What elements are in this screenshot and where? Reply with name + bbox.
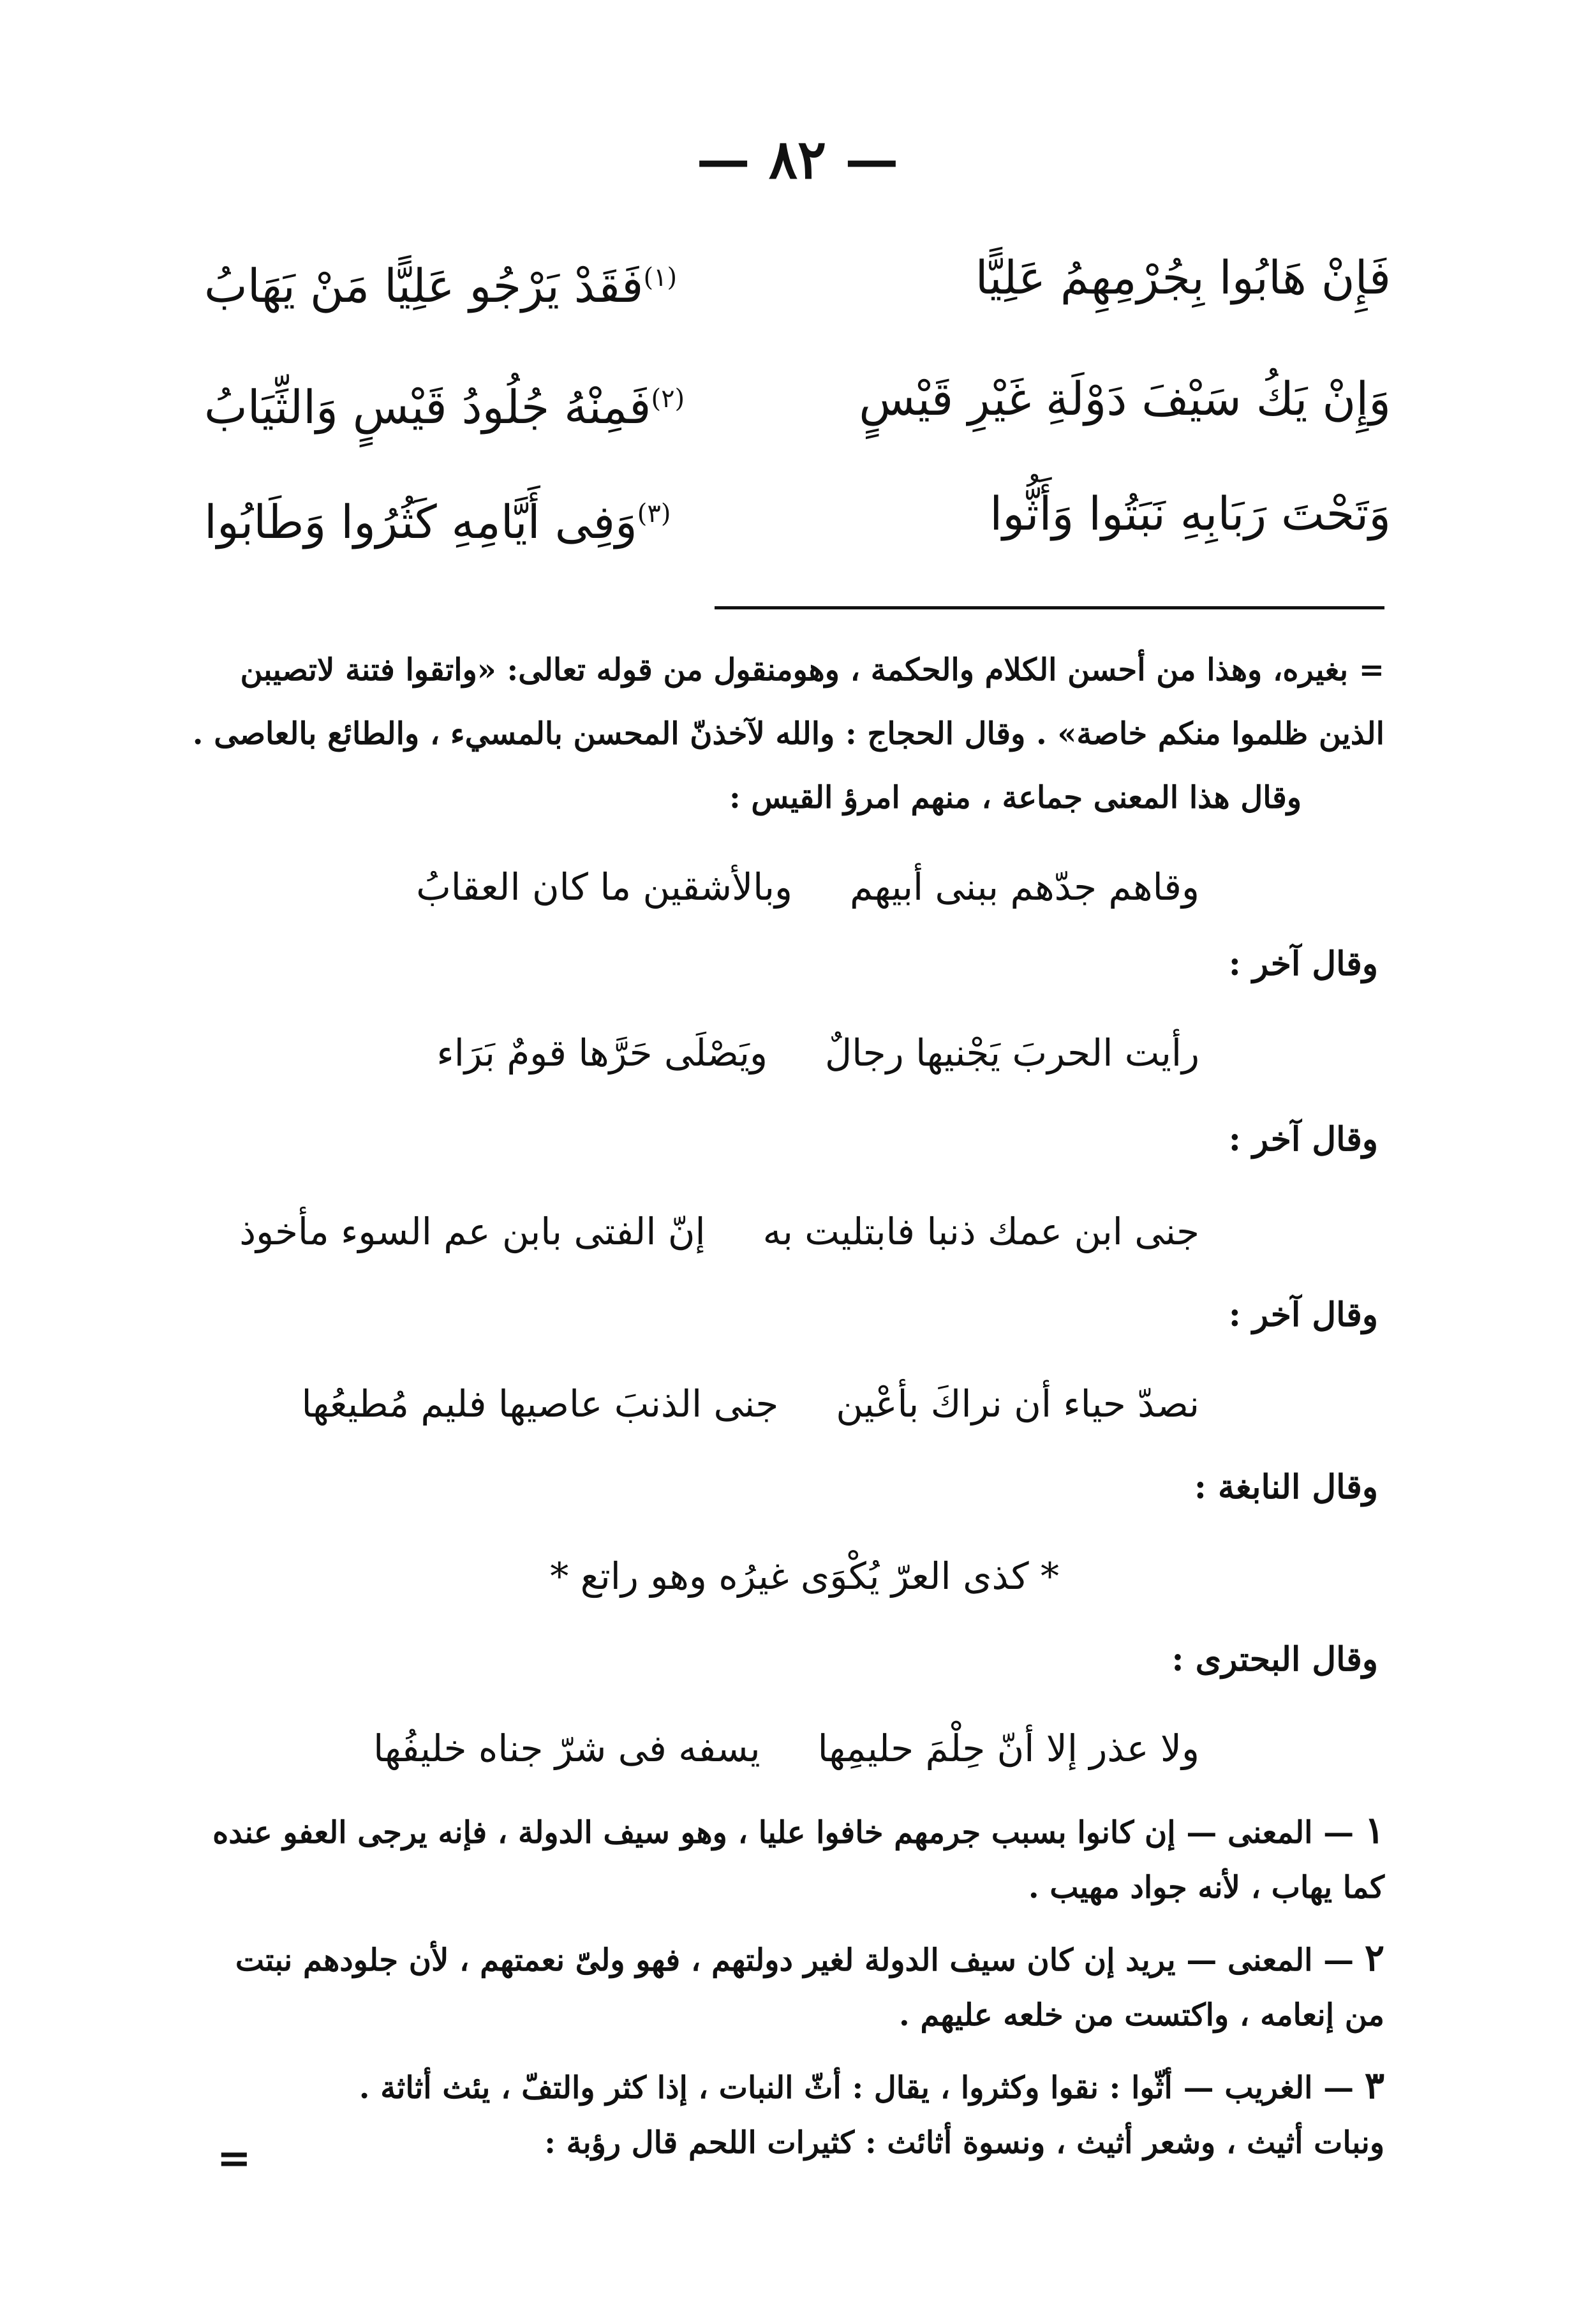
- quoted-verse: [373, 1717, 1199, 1780]
- quoted-hemistich-first: نصدّ حياء أن نراكَ بأعْين: [836, 1382, 1199, 1426]
- poem-line-2: [204, 357, 1391, 440]
- quoted-hemistich-second: يسفه فى شرّ جناه خليفُها: [373, 1727, 760, 1770]
- quoted-verse: [239, 1200, 1199, 1263]
- section-divider: [715, 606, 1384, 609]
- continuation-mark: =: [217, 2134, 251, 2182]
- footnote-text: — المعنى — إن كانوا بسبب جرمهم خافوا عليا ، وهو سيف الدولة ، فإنه يرجى العفو عنده: [212, 1815, 1354, 1851]
- quoted-verse-single: * كذى العرّ يُكْوَى غيرُه وهو راتع *: [550, 1554, 1059, 1598]
- poem-hemistich-first: وَإِنْ يَكُ سَيْفَ دَوْلَةِ غَيْرِ قَيْسٍ: [859, 372, 1391, 426]
- quoted-hemistich-first: جنى ابن عمك ذنبا فابتليت به: [762, 1210, 1199, 1253]
- attribution-label: وقال النابغة :: [1194, 1468, 1378, 1507]
- quoted-hemistich-second: إنّ الفتى بابن عم السوء مأخوذ: [239, 1210, 706, 1253]
- footnote-text: من إنعامه ، واكتست من خلعه عليهم .: [899, 1997, 1384, 2033]
- footnote-ref: (١): [643, 263, 678, 292]
- page-number: — ٨٢ —: [696, 128, 899, 191]
- poem-hemistich-second: $^{(٣)}$وَفِى أَيَّامِهِ كَثُرُوا وَطَابُوا: [204, 495, 671, 549]
- attribution-label: وقال آخر :: [1228, 944, 1378, 983]
- quoted-hemistich-first: ولا عذر إلا أنّ حِلْمَ حليمِها: [817, 1727, 1199, 1770]
- footnote-text: — المعنى — يريد إن كان سيف الدولة لغير دولتهم ، فهو ولىّ نعمتهم ، لأن جلودهم نبتت: [235, 1942, 1354, 1978]
- poem-hemistich-first: وَتَحْتَ رَبَابِهِ نَبَتُوا وَأَثُّوا: [990, 487, 1391, 540]
- quoted-hemistich-second: جنى الذنبَ عاصيها فليم مُطيعُها: [301, 1382, 779, 1426]
- quoted-hemistich-second: وبالأشقين ما كان العقابُ: [416, 865, 793, 909]
- footnote-2: [235, 1933, 1384, 1985]
- attribution-label: وقال البحترى :: [1171, 1640, 1378, 1679]
- quoted-hemistich-first: رأيت الحربَ يَجْنيها رجالٌ: [824, 1031, 1199, 1075]
- quoted-verse: [436, 1021, 1199, 1085]
- footnote-number: ١: [1364, 1808, 1384, 1852]
- footnote-ref: (٣): [637, 499, 671, 528]
- quoted-verse: [416, 855, 1199, 919]
- poem-line-1: [204, 236, 1391, 319]
- poem-hemistich-second: $^{(١)}$فَقَدْ يَرْجُو عَلِيًّا مَنْ يَهَابُ: [204, 259, 678, 313]
- footnote-text: — الغريب — أثّوا : نقوا وكثروا ، يقال : أثّ النبات ، إذا كثر والتفّ ، يئث أثاثة .: [359, 2070, 1354, 2106]
- footnote-number: ٣: [1364, 2064, 1384, 2107]
- attribution-label: وقال آخر :: [1228, 1295, 1378, 1334]
- footnote-text: ونبات أثيث ، وشعر أثيث ، ونسوة أثائث : كثيرات اللحم قال رؤبة :: [544, 2125, 1384, 2161]
- footnote-1: [212, 1806, 1384, 1857]
- commentary-line: = بغيره، وهذا من أحسن الكلام والحكمة ، وهومنقول من قوله تعالى: «واتقوا فتنة لاتصيبن: [240, 652, 1384, 688]
- poem-hemistich-first: فَإِنْ هَابُوا بِجُرْمِهِمُ عَلِيًّا: [975, 251, 1391, 304]
- footnote-ref: (٢): [651, 384, 685, 413]
- footnote-number: ٢: [1364, 1936, 1384, 1979]
- quoted-verse: [301, 1372, 1199, 1436]
- commentary-line: وقال هذا المعنى جماعة ، منهم امرؤ القيس :: [729, 780, 1302, 816]
- commentary-line: الذين ظلموا منكم خاصة» . وقال الحجاج : والله لآخذنّ المحسن بالمسيء ، والطائع بالعاصى .: [192, 716, 1384, 752]
- poem-line-3: [204, 472, 1391, 555]
- poem-hemistich-second: $^{(٢)}$فَمِنْهُ جُلُودُ قَيْسٍ وَالثِّيَابُ: [204, 380, 685, 434]
- quoted-hemistich-second: ويَصْلَى حَرَّها قومٌ بَرَاء: [436, 1031, 768, 1075]
- attribution-label: وقال آخر :: [1228, 1120, 1378, 1159]
- quoted-hemistich-first: وقاهم جدّهم ببنى أبيهم: [850, 865, 1199, 909]
- footnote-text: كما يهاب ، لأنه جواد مهيب .: [1028, 1870, 1384, 1905]
- footnote-3: [359, 2061, 1384, 2112]
